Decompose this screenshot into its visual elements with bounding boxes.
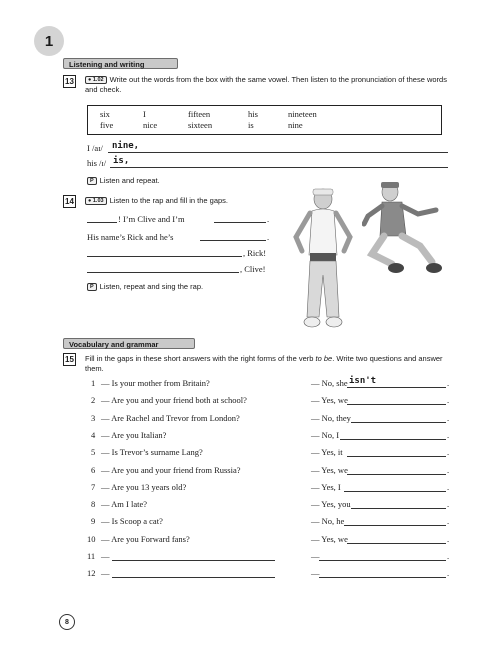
item-number: 6 xyxy=(91,464,96,475)
item-number: 10 xyxy=(87,533,96,544)
question-text: — Are you Italian? xyxy=(101,429,167,440)
box-word: fifteen xyxy=(188,109,211,119)
section-header-listening: Listening and writing xyxy=(63,58,178,69)
listen-repeat-13: P Listen and repeat. xyxy=(87,176,160,186)
question-field[interactable] xyxy=(112,577,275,578)
item-number: 8 xyxy=(91,499,96,510)
answer-text: — xyxy=(311,551,320,561)
question-text: — Is Scoop a cat? xyxy=(101,516,163,527)
answer-text: — Yes, we xyxy=(311,533,348,544)
vowel-line-ai-label: I /aɪ/ xyxy=(87,143,103,153)
answer-text: — No, he xyxy=(311,516,345,527)
rapper-rick-photo xyxy=(292,185,354,335)
question-text: — Are you and your friend from Russia? xyxy=(101,464,241,475)
rap-line-2: His name’s Rick and he’s xyxy=(87,232,174,242)
box-word: is xyxy=(248,120,254,130)
exercise-number-15: 15 xyxy=(63,353,76,366)
question-text: — Is Trevor’s surname Lang? xyxy=(101,447,203,458)
word-box xyxy=(87,105,442,135)
rap-gap-3[interactable] xyxy=(200,240,266,241)
box-word: nice xyxy=(143,120,158,130)
page-number: 8 xyxy=(59,614,75,630)
rap-line-4: , Clive! xyxy=(240,264,266,274)
exercise-14-instruction: ● 1.03 Listen to the rap and fill in the gaps. xyxy=(85,196,228,206)
item-number: 11 xyxy=(87,551,96,561)
vowel-line-ai-field[interactable] xyxy=(108,152,448,153)
question-text: — xyxy=(101,551,110,561)
cd-icon: ● 1.03 xyxy=(85,197,107,205)
answer-field[interactable] xyxy=(347,387,446,388)
answer-field[interactable] xyxy=(344,491,446,492)
rap-line-3: , Rick! xyxy=(243,248,267,258)
rap-gap-2[interactable] xyxy=(214,222,266,223)
rap-gap-4[interactable] xyxy=(87,256,242,257)
question-text: — Am I late? xyxy=(101,499,148,510)
item-number: 1 xyxy=(91,378,96,388)
box-word: I xyxy=(143,109,146,119)
rapper-clive-photo xyxy=(362,180,447,280)
answer-field[interactable] xyxy=(344,525,446,526)
punct: . xyxy=(267,232,270,242)
practice-icon: P xyxy=(87,283,97,291)
section-header-vocabulary: Vocabulary and grammar xyxy=(63,338,195,349)
rap-line-1: ! I’m Clive and I’m xyxy=(118,214,185,224)
answer-text: — Yes, you xyxy=(311,499,351,510)
item-number: 2 xyxy=(91,395,96,406)
item-number: 5 xyxy=(91,447,96,458)
box-word: his xyxy=(248,109,258,119)
item-number: 7 xyxy=(91,481,96,492)
answer-text: — Yes, we xyxy=(311,395,348,406)
answer-text: — Yes, I xyxy=(311,481,341,492)
answer-field[interactable] xyxy=(347,543,446,544)
punct: . xyxy=(447,378,450,388)
question-text: — Are you 13 years old? xyxy=(101,481,187,492)
question-text: — xyxy=(101,568,110,579)
question-field[interactable] xyxy=(112,560,275,561)
answer-text: — Yes, we xyxy=(311,464,348,475)
punct: . xyxy=(447,464,450,475)
box-word: five xyxy=(100,120,114,130)
punct: . xyxy=(447,551,450,561)
answer-text: — No, they xyxy=(311,412,351,423)
vowel-line-i-field[interactable] xyxy=(110,167,448,168)
answer-text: — No, I xyxy=(311,429,340,440)
punct: . xyxy=(267,214,270,224)
answer-text: — Yes, it xyxy=(311,447,343,458)
question-text: — Are Rachel and Trevor from London? xyxy=(101,412,240,423)
exercise-number-13: 13 xyxy=(63,75,76,88)
rap-gap-5[interactable] xyxy=(87,272,239,273)
answer-field[interactable] xyxy=(347,404,446,405)
answer-field[interactable] xyxy=(319,560,446,561)
item-number: 12 xyxy=(87,568,96,579)
answer-field[interactable] xyxy=(347,456,446,457)
question-text: — Is your mother from Britain? xyxy=(101,378,210,388)
answer-field[interactable] xyxy=(319,577,446,578)
punct: . xyxy=(447,481,450,492)
rap-gap-1[interactable] xyxy=(87,222,117,223)
vowel-line-ai-answer: nine, xyxy=(112,141,140,151)
vowel-line-i-answer: is, xyxy=(113,156,130,166)
answer-field[interactable] xyxy=(347,474,446,475)
unit-number-badge: 1 xyxy=(34,26,64,56)
exercise-15-instruction: Fill in the gaps in these short answers with the right forms of the verb to be. Write two questions and answer them. xyxy=(85,354,443,373)
answer-text: — No, she xyxy=(311,378,348,388)
answer-field[interactable] xyxy=(351,508,446,509)
punct: . xyxy=(447,447,450,458)
answer-field[interactable] xyxy=(351,422,446,423)
handwritten-answer: isn't xyxy=(349,376,377,386)
punct: . xyxy=(447,395,450,406)
listen-repeat-14: P Listen, repeat and sing the rap. xyxy=(87,282,203,292)
practice-icon: P xyxy=(87,177,97,185)
item-number: 4 xyxy=(91,429,96,440)
exercise-number-14: 14 xyxy=(63,195,76,208)
item-number: 9 xyxy=(91,516,96,527)
exercise-13-instruction: ● 1.02 Write out the words from the box with the same vowel. Then listen to the pronunciation of these words and check. xyxy=(85,75,447,94)
vowel-line-i-label: his /ɪ/ xyxy=(87,158,107,168)
punct: . xyxy=(447,533,450,544)
box-word: nineteen xyxy=(288,109,317,119)
question-text: — Are you and your friend both at school? xyxy=(101,395,247,406)
answer-text: — xyxy=(311,568,320,579)
box-word: sixteen xyxy=(188,120,213,130)
cd-icon: ● 1.02 xyxy=(85,76,107,84)
answer-field[interactable] xyxy=(340,439,446,440)
punct: . xyxy=(447,516,450,527)
item-number: 3 xyxy=(91,412,96,423)
box-word: nine xyxy=(288,120,303,130)
question-text: — Are you Forward fans? xyxy=(101,533,190,544)
punct: . xyxy=(447,499,450,510)
punct: . xyxy=(447,568,450,579)
box-word: six xyxy=(100,109,110,119)
punct: . xyxy=(447,412,450,423)
punct: . xyxy=(447,429,450,440)
